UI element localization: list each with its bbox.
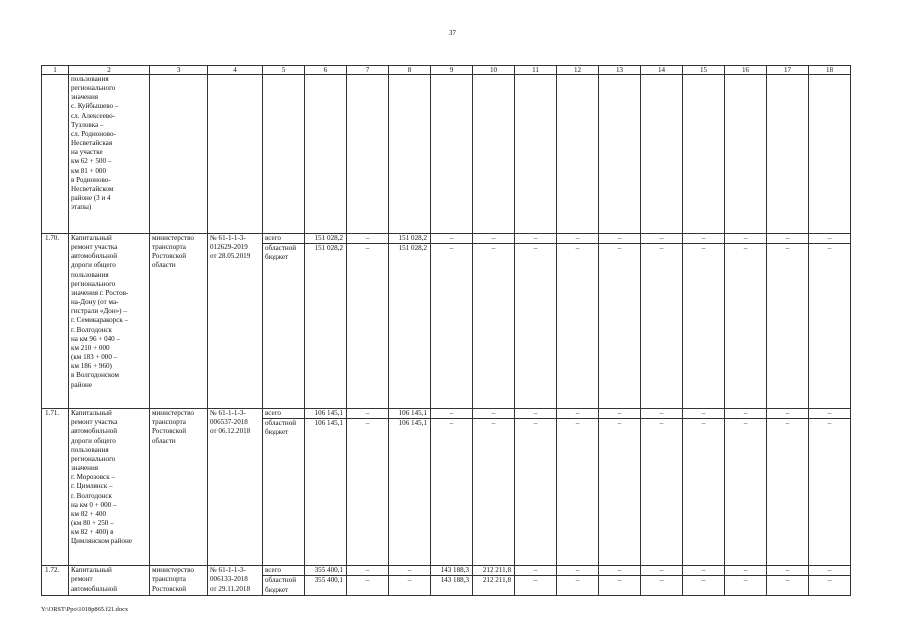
- amount-cell: –: [557, 244, 599, 409]
- amount-cell: –: [515, 419, 557, 566]
- amount-cell: –: [683, 409, 725, 419]
- amount-cell: –: [431, 409, 473, 419]
- empty-cell: [389, 75, 431, 234]
- amount-cell: 106 145,1: [389, 419, 431, 566]
- amount-cell: –: [515, 244, 557, 409]
- amount-cell: –: [683, 244, 725, 409]
- amount-cell: –: [557, 409, 599, 419]
- column-number: 5: [263, 66, 305, 75]
- amount-cell: –: [347, 566, 389, 576]
- column-number: 14: [641, 66, 683, 75]
- customer-org: министерство транспорта Ростовской области: [150, 409, 208, 566]
- amount-cell: –: [599, 419, 641, 566]
- amount-cell: –: [767, 244, 809, 409]
- column-number: 2: [69, 66, 150, 75]
- amount-cell: –: [641, 409, 683, 419]
- empty-cell: [557, 75, 599, 234]
- object-name: Капитальный ремонт участка автомобильной дороги общего пользования регионального значения г. Ростов- на-Дону (от ма- гистрали «Дон») – г. Семикаракорск – г. Волгодонск на км 96 + 040 – км 210 + 000 (км 183 + 000 – км 186 + 960) в Волгодонском районе: [69, 234, 150, 409]
- amount-cell: –: [515, 576, 557, 595]
- empty-cell: [515, 75, 557, 234]
- amount-cell: –: [557, 566, 599, 576]
- expertise-doc: № 61-1-1-3- 006133-2018 от 29.11.2018: [208, 566, 263, 595]
- amount-cell: –: [599, 409, 641, 419]
- amount-cell: –: [473, 409, 515, 419]
- funding-source: всего: [263, 234, 305, 244]
- column-number: 18: [809, 66, 851, 75]
- amount-cell: –: [347, 234, 389, 244]
- column-number: 1: [42, 66, 69, 75]
- customer-org: министерство транспорта Ростовской: [150, 566, 208, 595]
- table-row: [42, 409, 851, 419]
- amount-cell: –: [809, 409, 851, 419]
- amount-cell: 355 400,1: [305, 566, 347, 576]
- amount-cell: –: [683, 566, 725, 576]
- column-number: 15: [683, 66, 725, 75]
- amount-cell: –: [809, 234, 851, 244]
- column-number: 16: [725, 66, 767, 75]
- amount-cell: –: [473, 234, 515, 244]
- amount-cell: 151 028,2: [305, 244, 347, 409]
- amount-cell: –: [683, 576, 725, 595]
- amount-cell: –: [431, 244, 473, 409]
- empty-cell: [263, 75, 305, 234]
- empty-cell: [431, 75, 473, 234]
- budget-table: [41, 65, 851, 596]
- funding-source: областной бюджет: [263, 419, 305, 566]
- empty-cell: [767, 75, 809, 234]
- amount-cell: –: [347, 244, 389, 409]
- empty-cell: [599, 75, 641, 234]
- empty-cell: [347, 75, 389, 234]
- amount-cell: –: [599, 576, 641, 595]
- row-number: [42, 75, 69, 234]
- amount-cell: 212 211,8: [473, 566, 515, 576]
- amount-cell: –: [767, 409, 809, 419]
- amount-cell: –: [641, 244, 683, 409]
- column-number: 11: [515, 66, 557, 75]
- amount-cell: –: [725, 234, 767, 244]
- amount-cell: –: [515, 566, 557, 576]
- amount-cell: 212 211,8: [473, 576, 515, 595]
- amount-cell: –: [431, 419, 473, 566]
- amount-cell: –: [809, 566, 851, 576]
- amount-cell: 355 400,1: [305, 576, 347, 595]
- amount-cell: –: [347, 409, 389, 419]
- amount-cell: –: [641, 566, 683, 576]
- amount-cell: –: [473, 419, 515, 566]
- funding-source: областной бюджет: [263, 244, 305, 409]
- amount-cell: 151 028,2: [305, 234, 347, 244]
- amount-cell: –: [641, 576, 683, 595]
- column-number: 9: [431, 66, 473, 75]
- empty-cell: [683, 75, 725, 234]
- amount-cell: –: [347, 576, 389, 595]
- page-number: 37: [449, 29, 456, 37]
- amount-cell: –: [809, 419, 851, 566]
- amount-cell: –: [767, 419, 809, 566]
- column-number: 3: [150, 66, 208, 75]
- object-name: Капитальный ремонт участка автомобильной дороги общего пользования регионального значения г. Морозовск – г. Цимлянск – г. Волгодонск на км 0 + 000 – км 82 + 400 (км 80 + 250 – км 82 + 400) в Цимлянском районе: [69, 409, 150, 566]
- amount-cell: –: [641, 419, 683, 566]
- amount-cell: –: [599, 566, 641, 576]
- amount-cell: –: [767, 576, 809, 595]
- empty-cell: [305, 75, 347, 234]
- table-row: [42, 566, 851, 576]
- amount-cell: –: [515, 409, 557, 419]
- empty-cell: [641, 75, 683, 234]
- column-number: 8: [389, 66, 431, 75]
- amount-cell: –: [683, 419, 725, 566]
- amount-cell: –: [725, 244, 767, 409]
- amount-cell: –: [347, 419, 389, 566]
- amount-cell: –: [683, 234, 725, 244]
- column-number: 12: [557, 66, 599, 75]
- customer-org: министерство транспорта Ростовской области: [150, 234, 208, 409]
- table-row: [42, 234, 851, 244]
- column-number: 10: [473, 66, 515, 75]
- empty-cell: [725, 75, 767, 234]
- amount-cell: –: [809, 244, 851, 409]
- customer-org: [150, 75, 208, 234]
- amount-cell: 143 188,3: [431, 566, 473, 576]
- amount-cell: 106 145,1: [389, 409, 431, 419]
- amount-cell: –: [725, 576, 767, 595]
- column-number: 4: [208, 66, 263, 75]
- amount-cell: –: [473, 244, 515, 409]
- empty-cell: [473, 75, 515, 234]
- amount-cell: –: [725, 566, 767, 576]
- file-path-footer: Y:\ORST\Ppo\1018p865.f21.docx: [41, 606, 129, 613]
- object-name: Капитальный ремонт автомобильной: [69, 566, 150, 595]
- object-name: пользования регионального значения с. Куйбышево – сл. Алексеево- Тузловка – сл. Родионово- Несветайская на участке км 62 + 500 – км 81 + 000 в Родионово- Несветайском районе (3 и 4 этапы): [69, 75, 150, 234]
- amount-cell: –: [557, 419, 599, 566]
- empty-cell: [809, 75, 851, 234]
- amount-cell: –: [725, 419, 767, 566]
- amount-cell: –: [389, 566, 431, 576]
- row-number: 1.72.: [42, 566, 69, 595]
- row-number: 1.71.: [42, 409, 69, 566]
- column-number: 7: [347, 66, 389, 75]
- amount-cell: –: [557, 234, 599, 244]
- funding-source: всего: [263, 566, 305, 576]
- amount-cell: 106 145,1: [305, 409, 347, 419]
- column-number: 6: [305, 66, 347, 75]
- amount-cell: –: [767, 566, 809, 576]
- expertise-doc: № 61-1-1-3- 006537-2018 от 06.12.2018: [208, 409, 263, 566]
- amount-cell: 106 145,1: [305, 419, 347, 566]
- amount-cell: 143 188,3: [431, 576, 473, 595]
- funding-source: областной бюджет: [263, 576, 305, 595]
- amount-cell: –: [641, 234, 683, 244]
- amount-cell: –: [431, 234, 473, 244]
- column-number: 17: [767, 66, 809, 75]
- amount-cell: –: [599, 244, 641, 409]
- funding-source: всего: [263, 409, 305, 419]
- row-number: 1.70.: [42, 234, 69, 409]
- amount-cell: –: [767, 234, 809, 244]
- column-number-row: [42, 66, 851, 75]
- amount-cell: 151 028,2: [389, 244, 431, 409]
- amount-cell: –: [599, 234, 641, 244]
- table-row: [42, 75, 851, 234]
- amount-cell: –: [557, 576, 599, 595]
- amount-cell: –: [725, 409, 767, 419]
- expertise-doc: [208, 75, 263, 234]
- amount-cell: –: [389, 576, 431, 595]
- amount-cell: –: [809, 576, 851, 595]
- amount-cell: 151 028,2: [389, 234, 431, 244]
- column-number: 13: [599, 66, 641, 75]
- amount-cell: –: [515, 234, 557, 244]
- expertise-doc: № 61-1-1-3- 012629-2019 от 28.05.2019: [208, 234, 263, 409]
